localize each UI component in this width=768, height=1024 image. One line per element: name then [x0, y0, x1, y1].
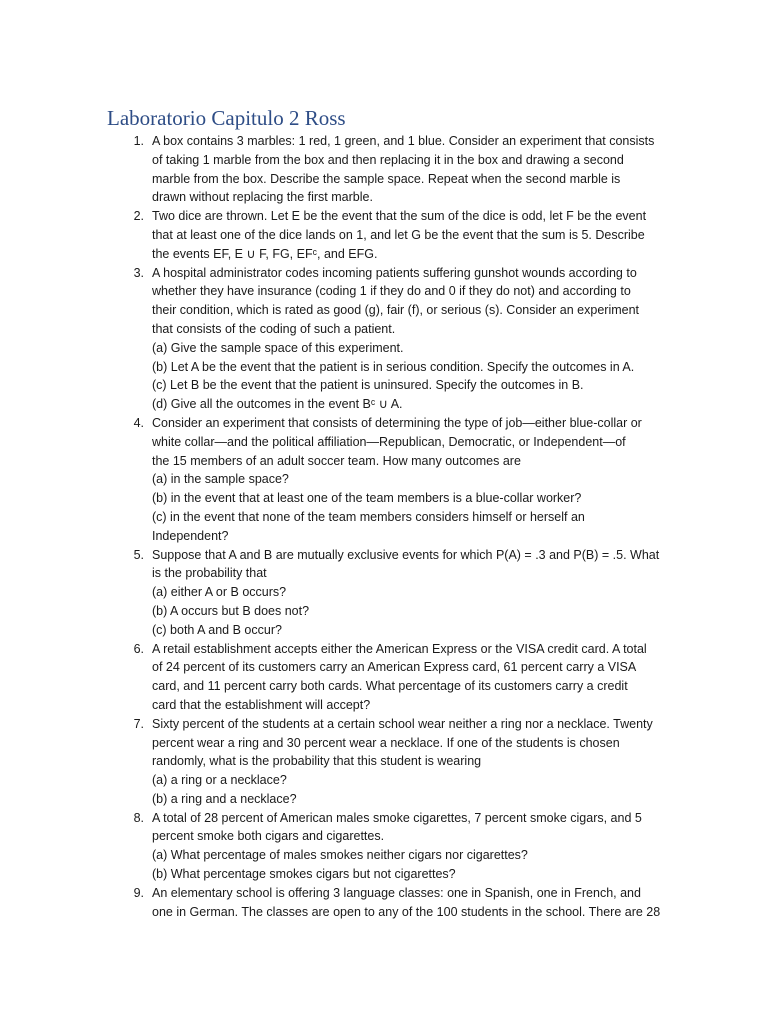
question-line: percent wear a ring and 30 percent wear a necklace. If one of the students is chosen [152, 735, 620, 750]
question-line: (a) either A or B occurs? [152, 585, 287, 600]
question-text [152, 132, 668, 207]
question-item [128, 207, 668, 263]
question-item [128, 715, 668, 809]
question-number: 8. [133, 810, 144, 825]
question-line: (a) Give the sample space of this experiment. [152, 340, 404, 355]
question-line: (a) in the sample space? [152, 472, 289, 487]
question-item [128, 414, 668, 546]
question-item [128, 546, 668, 640]
question-item [128, 132, 668, 207]
question-text [152, 715, 668, 809]
question-line: Sixty percent of the students at a certain school wear neither a ring nor a necklace. Twenty [152, 716, 653, 731]
question-number: 4. [133, 415, 144, 430]
question-line: their condition, which is rated as good (g), fair (f), or serious (s). Consider an experiment [152, 303, 640, 318]
question-line: An elementary school is offering 3 language classes: one in Spanish, one in French, and [152, 885, 641, 900]
question-number: 6. [133, 641, 144, 656]
question-line: (d) Give all the outcomes in the event Bᶜ ∪ A. [152, 397, 403, 412]
question-line: card, and 11 percent carry both cards. What percentage of its customers carry a credit [152, 679, 628, 694]
question-line: that at least one of the dice lands on 1, and let G be the event that the sum is 5. Describe [152, 227, 645, 242]
question-list [128, 132, 668, 921]
question-line: A total of 28 percent of American males smoke cigarettes, 7 percent smoke cigars, and 5 [152, 810, 642, 825]
question-text [152, 640, 668, 715]
question-line: (b) a ring and a necklace? [152, 791, 297, 806]
question-line: Suppose that A and B are mutually exclusive events for which P(A) = .3 and P(B) = .5. What [152, 547, 660, 562]
question-number: 3. [133, 265, 144, 280]
question-line: randomly, what is the probability that this student is wearing [152, 754, 482, 769]
question-line: one in German. The classes are open to any of the 100 students in the school. There are 28 [152, 904, 661, 919]
question-line: marble from the box. Describe the sample space. Repeat when the second marble is [152, 171, 621, 186]
question-line: white collar—and the political affiliation—Republican, Democratic, or Independent—of [152, 434, 626, 449]
question-line: Independent? [152, 528, 229, 543]
question-line: Consider an experiment that consists of determining the type of job—either blue-collar or [152, 415, 642, 430]
question-text [152, 207, 668, 263]
question-line: the events EF, E ∪ F, FG, EFᶜ, and EFG. [152, 246, 378, 261]
question-text [152, 809, 668, 884]
question-line: (a) What percentage of males smokes neither cigars nor cigarettes? [152, 848, 528, 863]
question-number: 1. [133, 134, 144, 148]
question-line: whether they have insurance (coding 1 if they do and 0 if they do not) and according to [152, 284, 631, 299]
question-line: A hospital administrator codes incoming patients suffering gunshot wounds according to [152, 265, 637, 280]
question-line: card that the establishment will accept? [152, 697, 371, 712]
question-number: 7. [133, 716, 144, 731]
question-line: A box contains 3 marbles: 1 red, 1 green, and 1 blue. Consider an experiment that consists [152, 134, 655, 148]
question-line: (b) What percentage smokes cigars but not cigarettes? [152, 867, 456, 882]
question-text [152, 414, 668, 546]
question-text [152, 884, 668, 922]
document-title: Laboratorio Capitulo 2 Ross [107, 106, 346, 130]
question-line: (c) both A and B occur? [152, 622, 282, 637]
question-line: is the probability that [152, 566, 267, 581]
question-line: of 24 percent of its customers carry an American Express card, 61 percent carry a VISA [152, 660, 637, 675]
question-line: Two dice are thrown. Let E be the event that the sum of the dice is odd, let F be the event [152, 209, 647, 224]
question-number: 2. [133, 209, 144, 224]
question-line: percent smoke both cigars and cigarettes. [152, 829, 385, 844]
question-line: (b) in the event that at least one of the team members is a blue-collar worker? [152, 491, 582, 506]
question-text [152, 264, 668, 414]
question-line: (c) in the event that none of the team members considers himself or herself an [152, 509, 585, 524]
question-line: (a) a ring or a necklace? [152, 773, 287, 788]
question-line: (b) Let A be the event that the patient is in serious condition. Specify the outcomes in A. [152, 359, 635, 374]
question-item [128, 264, 668, 414]
question-number: 5. [133, 547, 144, 562]
question-line: drawn without replacing the first marble. [152, 190, 373, 205]
question-line: (b) A occurs but B does not? [152, 603, 310, 618]
question-text [152, 546, 668, 640]
question-line: that consists of the coding of such a patient. [152, 321, 396, 336]
question-line: of taking 1 marble from the box and then replacing it in the box and drawing a second [152, 152, 624, 167]
question-item [128, 640, 668, 715]
question-item [128, 884, 668, 922]
question-line: (c) Let B be the event that the patient is uninsured. Specify the outcomes in B. [152, 378, 584, 393]
question-line: A retail establishment accepts either the American Express or the VISA credit card. A total [152, 641, 647, 656]
question-line: the 15 members of an adult soccer team. How many outcomes are [152, 453, 521, 468]
question-number: 9. [133, 885, 144, 900]
question-item [128, 809, 668, 884]
